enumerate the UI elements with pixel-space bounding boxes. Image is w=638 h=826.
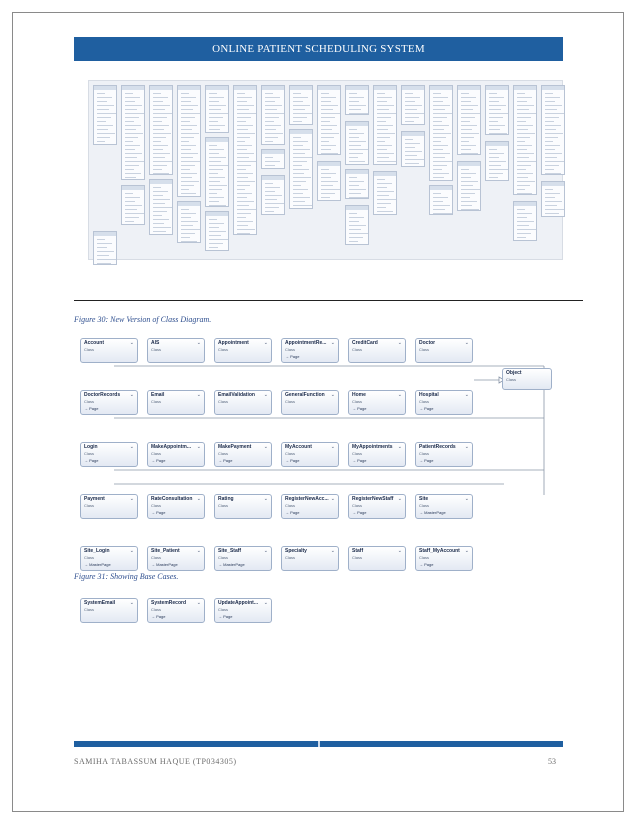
chevron-down-icon: ⌄ — [129, 340, 134, 346]
class-box — [80, 390, 138, 415]
mini-class-box — [93, 85, 117, 145]
class-box — [415, 338, 473, 363]
class-name: Site — [419, 496, 429, 502]
mini-class-box — [513, 201, 537, 241]
figure30-caption: Figure 30: New Version of Class Diagram. — [74, 315, 212, 324]
chevron-down-icon: ⌄ — [196, 600, 201, 606]
class-name: Staff — [352, 548, 364, 554]
chevron-down-icon: ⌄ — [129, 496, 134, 502]
chevron-down-icon: ⌄ — [196, 548, 201, 554]
mini-class-box — [429, 185, 453, 215]
chevron-down-icon: ⌄ — [263, 444, 268, 450]
class-type: Class — [285, 347, 296, 352]
class-name: SystemEmail — [84, 600, 116, 606]
mini-class-box — [345, 169, 369, 199]
base-class: → Page — [419, 406, 434, 411]
class-box — [147, 442, 205, 467]
class-name: UpdateAppoint... — [218, 600, 258, 606]
chevron-down-icon: ⌄ — [464, 392, 469, 398]
mini-class-box — [345, 85, 369, 115]
chevron-down-icon: ⌄ — [196, 340, 201, 346]
class-box — [147, 598, 205, 623]
mini-class-box — [177, 201, 201, 243]
chevron-down-icon: ⌄ — [397, 392, 402, 398]
class-name: Specialty — [285, 548, 307, 554]
base-class: → Page — [285, 458, 300, 463]
class-box — [214, 390, 272, 415]
class-box — [147, 494, 205, 519]
class-box — [281, 390, 339, 415]
class-name: MyAccount — [285, 444, 312, 450]
class-type: Class — [285, 399, 296, 404]
footer-band-tick — [318, 741, 320, 747]
base-class: → Page — [218, 458, 233, 463]
footer-page-number: 53 — [548, 757, 556, 766]
class-box — [80, 338, 138, 363]
chevron-down-icon: ⌄ — [196, 392, 201, 398]
chevron-down-icon: ⌄ — [263, 340, 268, 346]
class-type: Class — [352, 555, 363, 560]
class-type: Class — [151, 555, 162, 560]
mini-class-box — [121, 185, 145, 225]
class-box — [214, 546, 272, 571]
class-diagram-figure — [88, 80, 563, 260]
object-class-name: Object — [506, 370, 522, 376]
object-class-box — [502, 368, 552, 390]
chevron-down-icon: ⌄ — [464, 496, 469, 502]
class-name: Staff_MyAccount — [419, 548, 460, 554]
class-box — [214, 442, 272, 467]
class-box — [415, 546, 473, 571]
chevron-down-icon: ⌄ — [330, 392, 335, 398]
base-class: → Page — [151, 458, 166, 463]
class-name: Login — [84, 444, 98, 450]
class-type: Class — [419, 503, 430, 508]
class-name: RegisterNewAcc... — [285, 496, 329, 502]
class-box — [214, 598, 272, 623]
mini-class-box — [541, 85, 565, 175]
chevron-down-icon: ⌄ — [129, 444, 134, 450]
mini-class-box — [261, 85, 285, 145]
mini-class-box — [289, 85, 313, 125]
base-class: → Page — [352, 510, 367, 515]
chevron-down-icon: ⌄ — [330, 548, 335, 554]
mini-class-box — [373, 171, 397, 215]
mini-class-box — [177, 85, 201, 197]
mini-class-box — [317, 85, 341, 155]
figure31-caption: Figure 31: Showing Base Cases. — [74, 572, 179, 581]
class-name: Hospital — [419, 392, 439, 398]
class-box — [415, 442, 473, 467]
base-class: → MasterPage — [84, 562, 111, 567]
figure-divider — [74, 300, 583, 301]
class-box — [80, 442, 138, 467]
class-type: Class — [218, 451, 229, 456]
mini-class-box — [121, 85, 145, 180]
class-box — [281, 442, 339, 467]
class-type: Class — [419, 347, 430, 352]
chevron-down-icon: ⌄ — [397, 496, 402, 502]
class-type: Class — [84, 399, 95, 404]
class-box — [214, 494, 272, 519]
class-box — [415, 494, 473, 519]
class-box — [80, 598, 138, 623]
class-name: Appointment — [218, 340, 249, 346]
chevron-down-icon: ⌄ — [464, 340, 469, 346]
base-class: → Page — [218, 614, 233, 619]
class-type: Class — [352, 399, 363, 404]
class-type: Class — [352, 347, 363, 352]
base-class: → Page — [84, 458, 99, 463]
class-type: Class — [151, 503, 162, 508]
class-box — [348, 390, 406, 415]
mini-class-box — [541, 181, 565, 217]
mini-class-box — [261, 149, 285, 169]
class-type: Class — [151, 607, 162, 612]
chevron-down-icon: ⌄ — [397, 548, 402, 554]
class-type: Class — [218, 347, 229, 352]
class-name: Site_Staff — [218, 548, 242, 554]
class-name: Site_Patient — [151, 548, 180, 554]
class-type: Class — [218, 607, 229, 612]
chevron-down-icon: ⌄ — [464, 444, 469, 450]
class-box — [348, 442, 406, 467]
class-type: Class — [352, 451, 363, 456]
class-type: Class — [84, 451, 95, 456]
class-box — [348, 338, 406, 363]
class-name: EmailValidation — [218, 392, 255, 398]
mini-class-box — [205, 211, 229, 251]
class-name: MakeAppointm... — [151, 444, 192, 450]
class-type: Class — [151, 399, 162, 404]
class-type: Class — [419, 451, 430, 456]
mini-class-box — [429, 85, 453, 181]
class-type: Class — [84, 503, 95, 508]
mini-class-box — [93, 231, 117, 265]
base-class: → Page — [352, 458, 367, 463]
base-class: → Page — [84, 406, 99, 411]
class-box — [281, 546, 339, 571]
class-name: Account — [84, 340, 104, 346]
class-box — [348, 494, 406, 519]
class-name: MakePayment — [218, 444, 252, 450]
chevron-down-icon: ⌄ — [129, 392, 134, 398]
chevron-down-icon: ⌄ — [196, 444, 201, 450]
class-type: Class — [84, 607, 95, 612]
class-type: Class — [151, 451, 162, 456]
class-type: Class — [84, 555, 95, 560]
class-box — [415, 390, 473, 415]
mini-class-box — [205, 85, 229, 133]
class-type: Class — [419, 399, 430, 404]
base-class: → MasterPage — [419, 510, 446, 515]
class-type: Class — [419, 555, 430, 560]
mini-class-box — [513, 85, 537, 195]
class-box — [214, 338, 272, 363]
class-name: AIS — [151, 340, 160, 346]
mini-class-box — [457, 161, 481, 211]
base-class: → Page — [285, 510, 300, 515]
class-box — [348, 546, 406, 571]
class-type: Class — [218, 555, 229, 560]
base-class: → MasterPage — [151, 562, 178, 567]
mini-class-box — [345, 121, 369, 165]
mini-class-box — [261, 175, 285, 215]
base-class: → Page — [151, 510, 166, 515]
footer-author: SAMIHA TABASSUM HAQUE (TP034305) — [74, 757, 237, 766]
class-name: Home — [352, 392, 366, 398]
mini-class-box — [149, 85, 173, 175]
chevron-down-icon: ⌄ — [129, 600, 134, 606]
chevron-down-icon: ⌄ — [397, 340, 402, 346]
class-box — [147, 390, 205, 415]
mini-class-box — [317, 161, 341, 201]
chevron-down-icon: ⌄ — [330, 340, 335, 346]
chevron-down-icon: ⌄ — [330, 496, 335, 502]
base-class: → Page — [352, 406, 367, 411]
base-class: → Page — [419, 458, 434, 463]
mini-class-box — [457, 85, 481, 155]
mini-class-box — [149, 179, 173, 235]
class-type: Class — [84, 347, 95, 352]
class-name: Doctor — [419, 340, 436, 346]
class-type: Class — [218, 503, 229, 508]
header-title: ONLINE PATIENT SCHEDULING SYSTEM — [212, 43, 425, 55]
class-name: Site_Login — [84, 548, 110, 554]
base-class: → MasterPage — [218, 562, 245, 567]
class-name: Email — [151, 392, 165, 398]
class-name: MyAppointments — [352, 444, 393, 450]
class-name: RateConsultation — [151, 496, 193, 502]
chevron-down-icon: ⌄ — [263, 392, 268, 398]
object-class-type: Class — [506, 377, 517, 382]
class-type: Class — [218, 399, 229, 404]
mini-class-box — [401, 85, 425, 125]
chevron-down-icon: ⌄ — [263, 548, 268, 554]
class-name: PatientRecords — [419, 444, 456, 450]
class-type: Class — [151, 347, 162, 352]
mini-class-box — [289, 129, 313, 209]
class-name: AppointmentRe... — [285, 340, 327, 346]
mini-class-box — [345, 205, 369, 245]
class-name: DoctorRecords — [84, 392, 121, 398]
mini-class-box — [401, 131, 425, 167]
class-type: Class — [352, 503, 363, 508]
chevron-down-icon: ⌄ — [196, 496, 201, 502]
class-name: Payment — [84, 496, 105, 502]
class-type: Class — [285, 503, 296, 508]
class-name: SystemRecord — [151, 600, 187, 606]
chevron-down-icon: ⌄ — [464, 548, 469, 554]
base-class: → Page — [285, 354, 300, 359]
class-type: Class — [285, 555, 296, 560]
class-box — [147, 546, 205, 571]
class-box — [281, 494, 339, 519]
mini-class-box — [233, 85, 257, 235]
mini-class-box — [373, 85, 397, 165]
class-name: CreditCard — [352, 340, 378, 346]
class-name: Rating — [218, 496, 234, 502]
class-box — [281, 338, 339, 363]
mini-class-box — [485, 141, 509, 181]
mini-class-box — [205, 137, 229, 207]
chevron-down-icon: ⌄ — [263, 496, 268, 502]
chevron-down-icon: ⌄ — [129, 548, 134, 554]
class-name: GeneralFunction — [285, 392, 325, 398]
chevron-down-icon: ⌄ — [263, 600, 268, 606]
class-name: RegisterNewStaff — [352, 496, 394, 502]
chevron-down-icon: ⌄ — [330, 444, 335, 450]
base-class: → Page — [151, 614, 166, 619]
class-box — [80, 546, 138, 571]
class-box — [147, 338, 205, 363]
page-header — [74, 37, 563, 61]
class-type: Class — [285, 451, 296, 456]
class-box — [80, 494, 138, 519]
mini-class-box — [485, 85, 509, 135]
base-class: → Page — [419, 562, 434, 567]
chevron-down-icon: ⌄ — [397, 444, 402, 450]
